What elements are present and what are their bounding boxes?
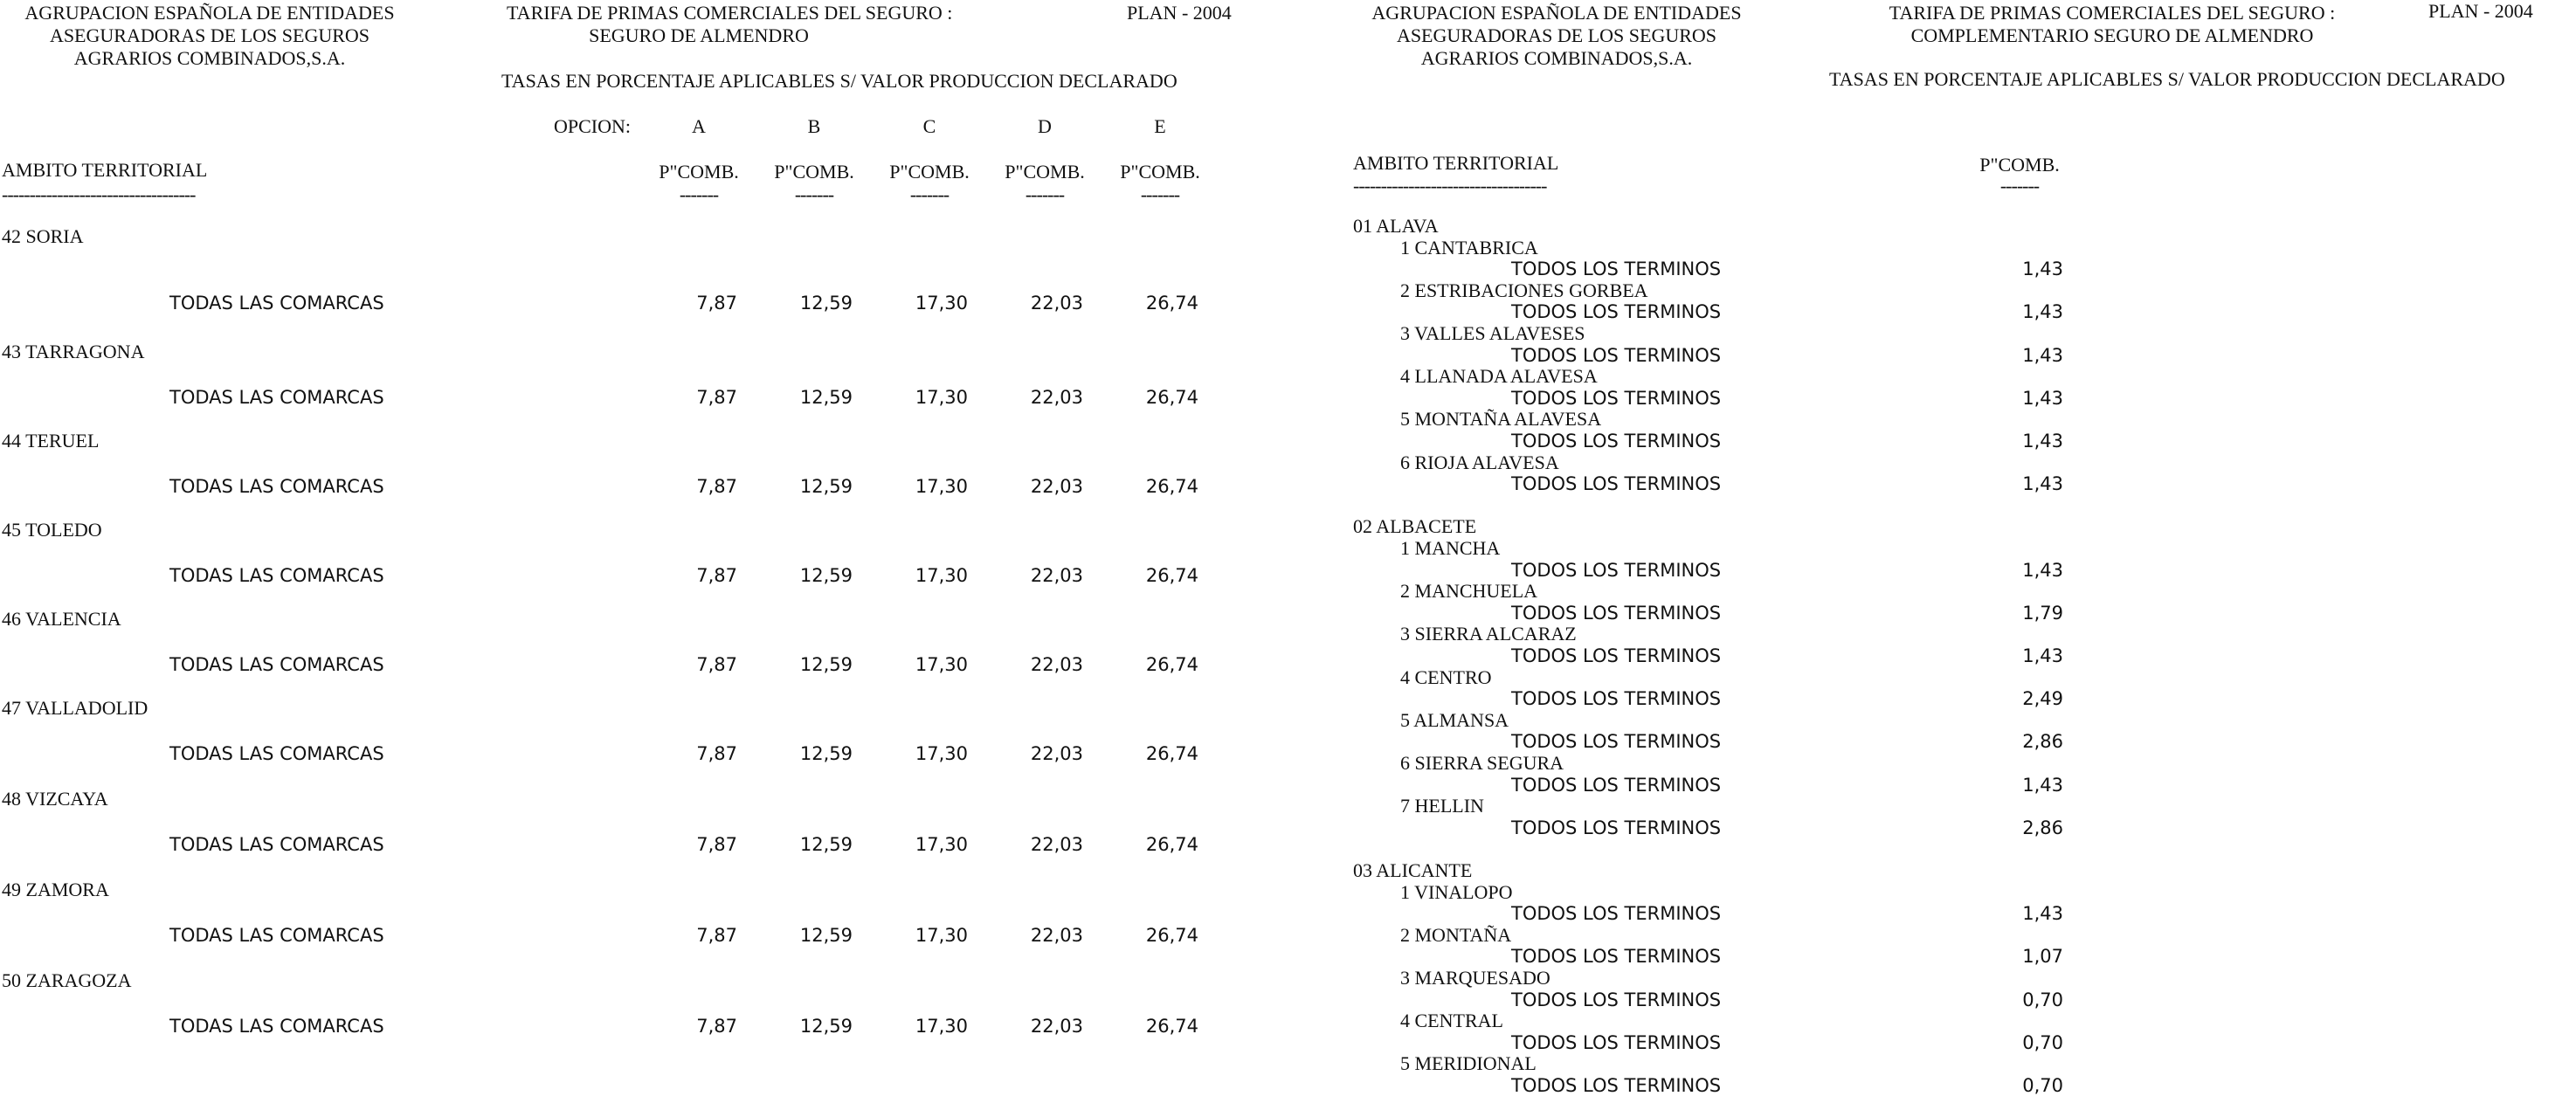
rate-cell: 22,03 — [1030, 293, 1083, 314]
comarca-label: TODAS LAS COMARCAS — [169, 293, 384, 314]
col-header-c: P"COMB. — [889, 161, 970, 183]
rate-cell: 0,70 — [2022, 1031, 2063, 1053]
col-rule-right: ------- — [1999, 175, 2040, 196]
rate-cell: 2,86 — [2022, 731, 2063, 753]
rate-cell: 1,43 — [2022, 259, 2063, 280]
terminos-label: TODOS LOS TERMINOS — [1511, 301, 1722, 323]
terminos-label: TODOS LOS TERMINOS — [1511, 602, 1722, 624]
rate-cell: 2,49 — [2022, 688, 2063, 710]
plan-label-right: PLAN - 2004 — [2428, 0, 2533, 22]
rate-cell: 1,43 — [2022, 387, 2063, 409]
rate-cell: 12,59 — [799, 387, 853, 408]
rate-cell: 0,70 — [2022, 1075, 2063, 1096]
org-name-right: AGRUPACION ESPAÑOLA DE ENTIDADES ASEGURADORAS DE LOS SEGUROS AGRARIOS COMBINADOS,S.A. — [1371, 2, 1742, 69]
rate-cell: 1,43 — [2022, 473, 2063, 495]
rate-cell: 1,43 — [2022, 645, 2063, 666]
rate-cell: 17,30 — [915, 654, 968, 675]
rate-cell: 26,74 — [1145, 743, 1198, 764]
comarca-name: 3 MARQUESADO — [1400, 967, 1550, 989]
province-name: 02 ALBACETE — [1353, 515, 1477, 538]
rate-cell: 7,87 — [696, 654, 737, 675]
comarca-name: 6 RIOJA ALAVESA — [1400, 451, 1559, 473]
ambito-label-right: AMBITO TERRITORIAL — [1353, 152, 1559, 174]
option-e: E — [1154, 115, 1166, 137]
col-header-d: P"COMB. — [1005, 161, 1085, 183]
rate-cell: 7,87 — [696, 387, 737, 408]
rate-cell: 1,43 — [2022, 559, 2063, 581]
comarca-name: 4 CENTRO — [1400, 665, 1492, 688]
rate-cell: 1,43 — [2022, 344, 2063, 366]
col-header-e: P"COMB. — [1120, 161, 1200, 183]
province-name: 43 TARRAGONA — [2, 341, 145, 362]
col-header-right: P"COMB. — [1979, 154, 2060, 176]
comarca-name: 3 SIERRA ALCARAZ — [1400, 623, 1577, 645]
rate-cell: 17,30 — [915, 476, 968, 497]
comarca-label: TODAS LAS COMARCAS — [169, 925, 384, 946]
ambito-label-left: AMBITO TERRITORIAL — [2, 159, 208, 181]
rate-cell: 17,30 — [915, 565, 968, 586]
tariff-title-left: TARIFA DE PRIMAS COMERCIALES DEL SEGURO : SEGURO DE ALMENDRO — [507, 2, 953, 46]
comarca-name: 4 LLANADA ALAVESA — [1400, 365, 1598, 388]
rate-cell: 26,74 — [1145, 834, 1198, 855]
rate-cell: 12,59 — [799, 1016, 853, 1037]
option-c: C — [922, 115, 936, 137]
rate-cell: 7,87 — [696, 925, 737, 946]
rate-cell: 17,30 — [915, 834, 968, 855]
rate-cell: 12,59 — [799, 293, 853, 314]
comarca-name: 1 CANTABRICA — [1400, 236, 1538, 259]
rate-cell: 26,74 — [1145, 387, 1198, 408]
col-rule-c: ------- — [909, 183, 950, 205]
rate-cell: 7,87 — [696, 743, 737, 764]
rate-cell: 26,74 — [1145, 476, 1198, 497]
ambito-rule-left: ----------------------------------- — [2, 183, 196, 205]
rate-cell: 7,87 — [696, 834, 737, 855]
option-a: A — [692, 115, 706, 137]
rate-cell: 12,59 — [799, 743, 853, 764]
rate-cell: 17,30 — [915, 925, 968, 946]
comarca-name: 7 HELLIN — [1400, 795, 1484, 817]
province-name: 42 SORIA — [2, 225, 84, 247]
comarca-name: 6 SIERRA SEGURA — [1400, 752, 1564, 774]
terminos-label: TODOS LOS TERMINOS — [1511, 774, 1722, 796]
rate-cell: 22,03 — [1030, 387, 1083, 408]
terminos-label: TODOS LOS TERMINOS — [1511, 645, 1722, 666]
province-name: 49 ZAMORA — [2, 879, 109, 900]
tariff-title-right: TARIFA DE PRIMAS COMERCIALES DEL SEGURO : COMPLEMENTARIO SEGURO DE ALMENDRO — [1889, 2, 2336, 46]
rate-cell: 17,30 — [915, 293, 968, 314]
terminos-label: TODOS LOS TERMINOS — [1511, 731, 1722, 753]
rate-cell: 26,74 — [1145, 654, 1198, 675]
col-rule-b: ------- — [794, 183, 834, 205]
rate-cell: 1,43 — [2022, 301, 2063, 323]
rate-cell: 12,59 — [799, 834, 853, 855]
rate-cell: 17,30 — [915, 387, 968, 408]
rate-cell: 1,43 — [2022, 903, 2063, 925]
rate-cell: 7,87 — [696, 1016, 737, 1037]
comarca-name: 5 ALMANSA — [1400, 708, 1509, 731]
terminos-label: TODOS LOS TERMINOS — [1511, 1031, 1722, 1053]
rate-cell: 0,70 — [2022, 989, 2063, 1010]
terminos-label: TODOS LOS TERMINOS — [1511, 473, 1722, 495]
rate-cell: 1,43 — [2022, 431, 2063, 452]
rate-cell: 2,86 — [2022, 817, 2063, 838]
rate-cell: 12,59 — [799, 654, 853, 675]
comarca-name: 1 VINALOPO — [1400, 880, 1513, 903]
rate-cell: 22,03 — [1030, 743, 1083, 764]
comarca-name: 5 MERIDIONAL — [1400, 1052, 1537, 1075]
opcion-label: OPCION: — [554, 115, 632, 137]
comarca-label: TODAS LAS COMARCAS — [169, 565, 384, 586]
rate-cell: 12,59 — [799, 925, 853, 946]
col-rule-d: ------- — [1025, 183, 1065, 205]
rate-cell: 7,87 — [696, 476, 737, 497]
rate-cell: 26,74 — [1145, 1016, 1198, 1037]
comarca-label: TODAS LAS COMARCAS — [169, 743, 384, 764]
terminos-label: TODOS LOS TERMINOS — [1511, 344, 1722, 366]
rate-cell: 26,74 — [1145, 925, 1198, 946]
comarca-name: 2 ESTRIBACIONES GORBEA — [1400, 279, 1648, 301]
col-rule-a: ------- — [679, 183, 719, 205]
col-header-a: P"COMB. — [659, 161, 739, 183]
rate-cell: 7,87 — [696, 565, 737, 586]
terminos-label: TODOS LOS TERMINOS — [1511, 431, 1722, 452]
province-name: 03 ALICANTE — [1353, 859, 1473, 881]
province-name: 45 TOLEDO — [2, 519, 102, 541]
province-name: 01 ALAVA — [1353, 215, 1439, 237]
terminos-label: TODOS LOS TERMINOS — [1511, 989, 1722, 1010]
option-d: D — [1038, 115, 1052, 137]
rate-cell: 17,30 — [915, 743, 968, 764]
col-rule-e: ------- — [1140, 183, 1180, 205]
comarca-label: TODAS LAS COMARCAS — [169, 387, 384, 408]
plan-label-left: PLAN - 2004 — [1127, 2, 1232, 24]
rate-cell: 1,43 — [2022, 774, 2063, 796]
col-header-b: P"COMB. — [774, 161, 854, 183]
rate-cell: 1,79 — [2022, 602, 2063, 624]
rate-cell: 26,74 — [1145, 565, 1198, 586]
rate-cell: 7,87 — [696, 293, 737, 314]
rate-cell: 12,59 — [799, 565, 853, 586]
rate-cell: 22,03 — [1030, 565, 1083, 586]
province-name: 50 ZARAGOZA — [2, 969, 132, 991]
comarca-name: 3 VALLES ALAVESES — [1400, 322, 1585, 344]
terminos-label: TODOS LOS TERMINOS — [1511, 259, 1722, 280]
option-b: B — [807, 115, 821, 137]
terminos-label: TODOS LOS TERMINOS — [1511, 559, 1722, 581]
province-name: 48 VIZCAYA — [2, 788, 108, 810]
ambito-rule-right: ----------------------------------- — [1353, 175, 1547, 196]
terminos-label: TODOS LOS TERMINOS — [1511, 946, 1722, 968]
org-name-left: AGRUPACION ESPAÑOLA DE ENTIDADES ASEGURADORAS DE LOS SEGUROS AGRARIOS COMBINADOS,S.A. — [24, 2, 395, 69]
rate-cell: 1,07 — [2022, 946, 2063, 968]
province-name: 44 TERUEL — [2, 430, 100, 452]
province-name: 46 VALENCIA — [2, 608, 121, 630]
rate-cell: 22,03 — [1030, 925, 1083, 946]
rate-cell: 22,03 — [1030, 834, 1083, 855]
comarca-name: 5 MONTAÑA ALAVESA — [1400, 408, 1602, 431]
subtitle-right: TASAS EN PORCENTAJE APLICABLES S/ VALOR PRODUCCION DECLARADO — [1829, 68, 2505, 90]
comarca-label: TODAS LAS COMARCAS — [169, 834, 384, 855]
rate-cell: 17,30 — [915, 1016, 968, 1037]
comarca-label: TODAS LAS COMARCAS — [169, 476, 384, 497]
comarca-label: TODAS LAS COMARCAS — [169, 654, 384, 675]
comarca-name: 4 CENTRAL — [1400, 1010, 1503, 1032]
province-name: 47 VALLADOLID — [2, 697, 148, 719]
terminos-label: TODOS LOS TERMINOS — [1511, 387, 1722, 409]
terminos-label: TODOS LOS TERMINOS — [1511, 903, 1722, 925]
terminos-label: TODOS LOS TERMINOS — [1511, 1075, 1722, 1096]
rate-cell: 22,03 — [1030, 1016, 1083, 1037]
rate-cell: 22,03 — [1030, 476, 1083, 497]
rate-cell: 26,74 — [1145, 293, 1198, 314]
comarca-label: TODAS LAS COMARCAS — [169, 1016, 384, 1037]
rate-cell: 22,03 — [1030, 654, 1083, 675]
terminos-label: TODOS LOS TERMINOS — [1511, 688, 1722, 710]
subtitle-left: TASAS EN PORCENTAJE APLICABLES S/ VALOR PRODUCCION DECLARADO — [501, 70, 1178, 92]
comarca-name: 2 MANCHUELA — [1400, 580, 1538, 603]
comarca-name: 1 MANCHA — [1400, 537, 1501, 559]
rate-cell: 12,59 — [799, 476, 853, 497]
comarca-name: 2 MONTAÑA — [1400, 923, 1512, 946]
terminos-label: TODOS LOS TERMINOS — [1511, 817, 1722, 838]
